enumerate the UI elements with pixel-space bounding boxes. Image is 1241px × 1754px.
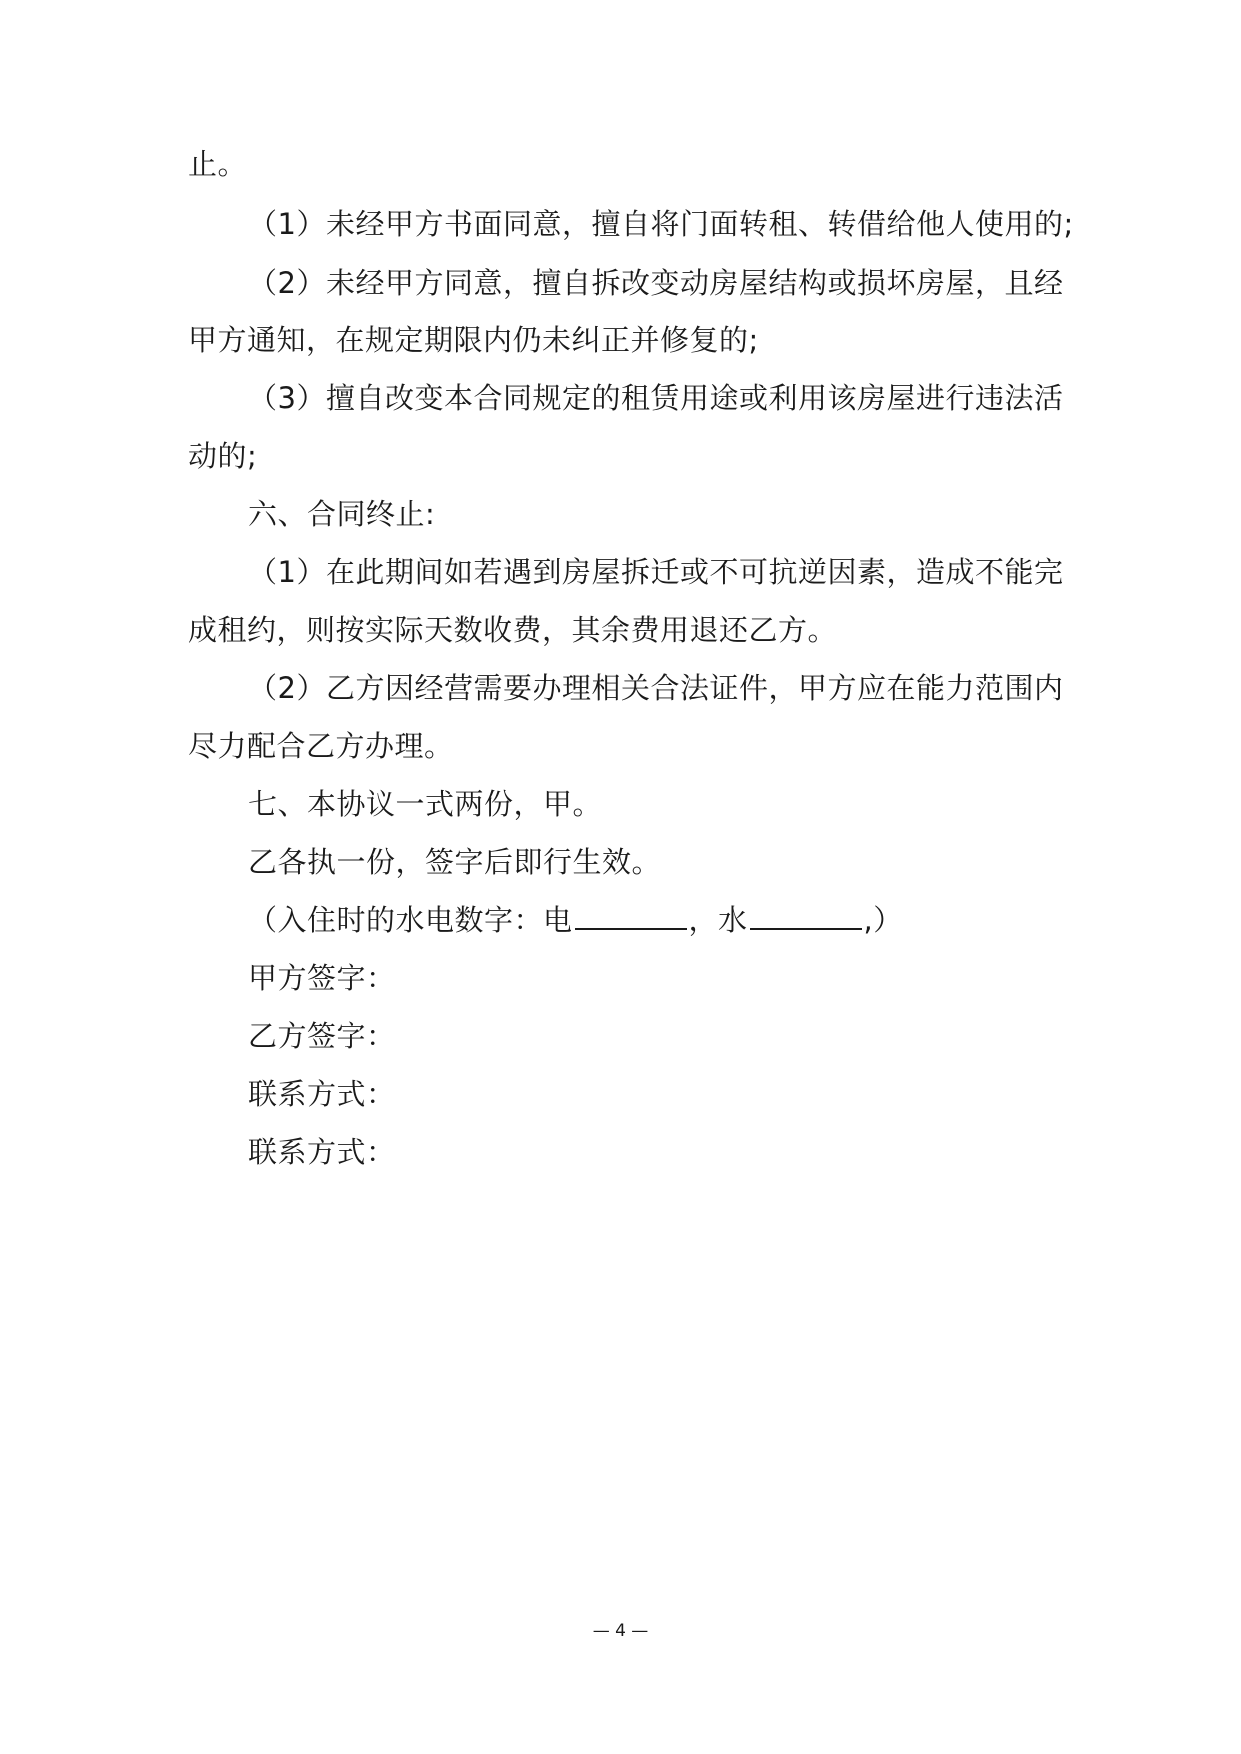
meter-suffix: ,） [863,903,903,937]
water-blank[interactable] [750,902,862,930]
electricity-blank[interactable] [575,902,687,930]
contact-label: 联系方式： [248,1135,396,1169]
text-line: （1）在此期间如若遇到房屋拆迁或不可抗逆因素，造成不能完 [248,555,1064,589]
text-line: （3）擅自改变本合同规定的租赁用途或利用该房屋进行违法活 [248,381,1064,415]
section-heading: 六、合同终止: [248,497,436,531]
text-line: （2）乙方因经营需要办理相关合法证件，甲方应在能力范围内 [248,671,1064,705]
section-heading: 七、本协议一式两份，甲。 [248,787,603,821]
text-line: （2）未经甲方同意，擅自拆改变动房屋结构或损坏房屋，且经 [248,266,1064,300]
text-line: 成租约，则按实际天数收费，其余费用退还乙方。 [188,613,838,647]
text-line: 止。 [188,147,248,181]
contact-label: 联系方式： [248,1077,396,1111]
text-line: （1）未经甲方书面同意，擅自将门面转租、转借给他人使用的; [248,207,1074,241]
meter-middle: ，水 [688,903,748,937]
text-line: 乙各执一份，签字后即行生效。 [248,845,662,879]
meter-prefix: （入住时的水电数字：电 [248,903,573,937]
text-line: 甲方通知，在规定期限内仍未纠正并修复的; [188,323,759,357]
meter-reading-line [248,902,903,938]
party-b-signature-label: 乙方签字： [248,1019,396,1053]
party-a-signature-label: 甲方签字： [248,961,396,995]
text-line: 尽力配合乙方办理。 [188,729,454,763]
text-line: 动的; [188,439,258,473]
page-number: — 4 — [592,1621,649,1641]
